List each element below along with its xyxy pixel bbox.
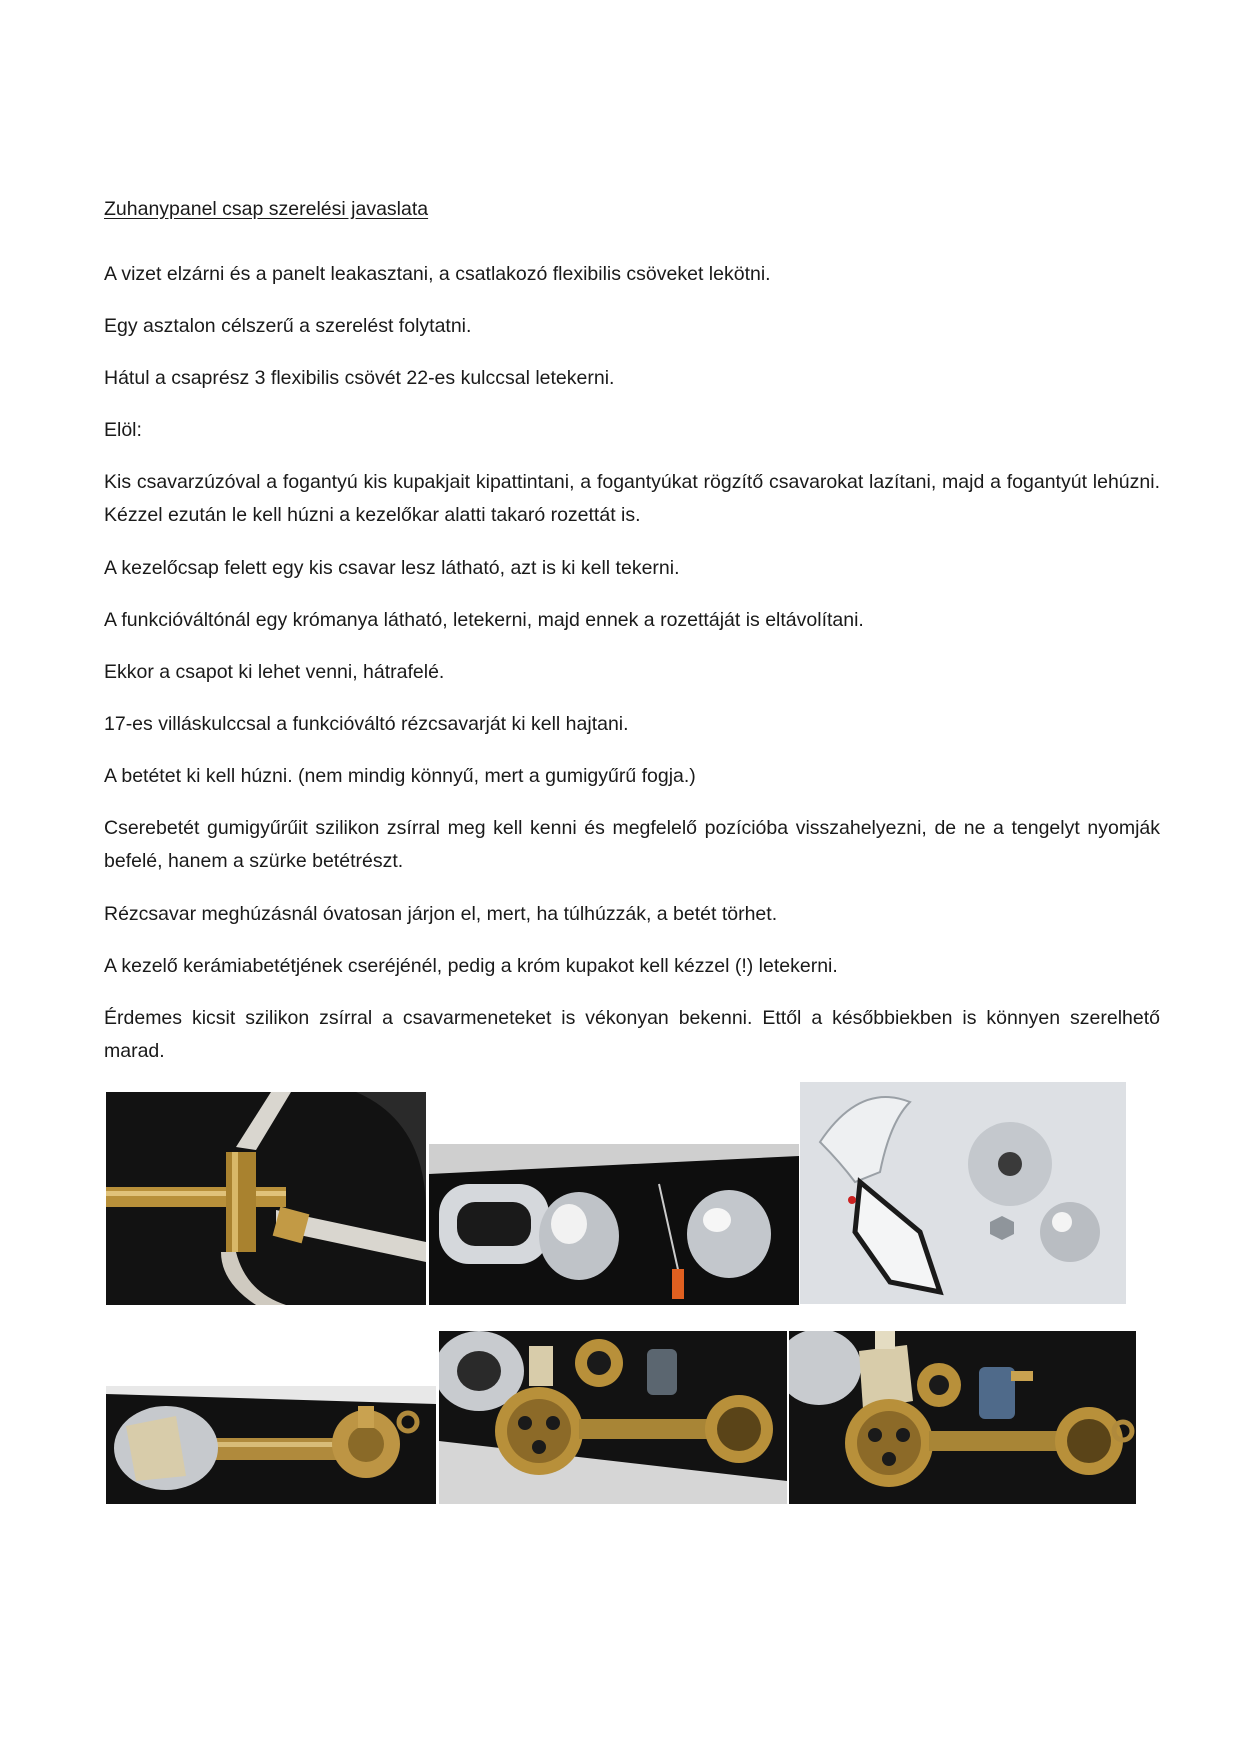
paragraph: Hátul a csaprész 3 flexibilis csövét 22-es kulccsal letekerni.: [104, 367, 615, 389]
paragraph: Rézcsavar meghúzásnál óvatosan járjon el, mert, ha túlhúzzák, a betét törhet.: [104, 903, 778, 925]
photo-valve-body-cartridges-removed: [439, 1331, 787, 1504]
paragraph: A funkcióváltónál egy krómanya látható, letekerni, majd ennek a rozettáját is eltávolítani.: [104, 609, 864, 631]
page-title: Zuhanypanel csap szerelési javaslata: [104, 198, 429, 220]
paragraph: Ekkor a csapot ki lehet venni, hátrafelé.: [104, 661, 445, 683]
photo-disassembled-handle-parts: [800, 1082, 1126, 1304]
paragraph: A vizet elzárni és a panelt leakasztani, a csatlakozó flexibilis csöveket lekötni.: [104, 263, 771, 285]
paragraph: Egy asztalon célszerű a szerelést folytatni.: [104, 315, 472, 337]
paragraph: Kis csavarzúzóval a fogantyú kis kupakjait kipattintani, a fogantyúkat rögzítő csavarokat lazítani, majd a fogantyút lehúzni. Kézzel ezután le kell húzni a kezelőkar alatti takaró rozettát is.: [104, 471, 1160, 526]
paragraph: Érdemes kicsit szilikon zsírral a csavarmeneteket is vékonyan bekenni. Ettől a későbbiekben is könnyen szerelhető marad.: [104, 1007, 1160, 1062]
photo-brass-valve-flexible-hoses: [106, 1092, 426, 1305]
paragraph: A kezelőcsap felett egy kis csavar lesz látható, azt is ki kell tekerni.: [104, 557, 680, 579]
paragraph: Elöl:: [104, 419, 142, 441]
paragraph: Cserebetét gumigyűrűit szilikon zsírral meg kell kenni és megfelelő pozícióba visszahelyezni, de ne a tengelyt nyomják befelé, hanem a szürke betétrészt.: [104, 817, 1160, 872]
paragraph: A betétet ki kell húzni. (nem mindig könnyű, mert a gumigyűrű fogja.): [104, 765, 696, 787]
photo-valve-body-with-cartridge: [106, 1386, 436, 1504]
paragraph: 17-es villáskulccsal a funkcióváltó rézcsavarját ki kell hajtani.: [104, 713, 629, 735]
photo-chrome-handle-and-cap: [429, 1144, 799, 1305]
photo-valve-body-new-cartridge: [789, 1331, 1136, 1504]
paragraph: A kezelő kerámiabetétjének cseréjénél, pedig a króm kupakot kell kézzel (!) letekerni.: [104, 955, 838, 977]
